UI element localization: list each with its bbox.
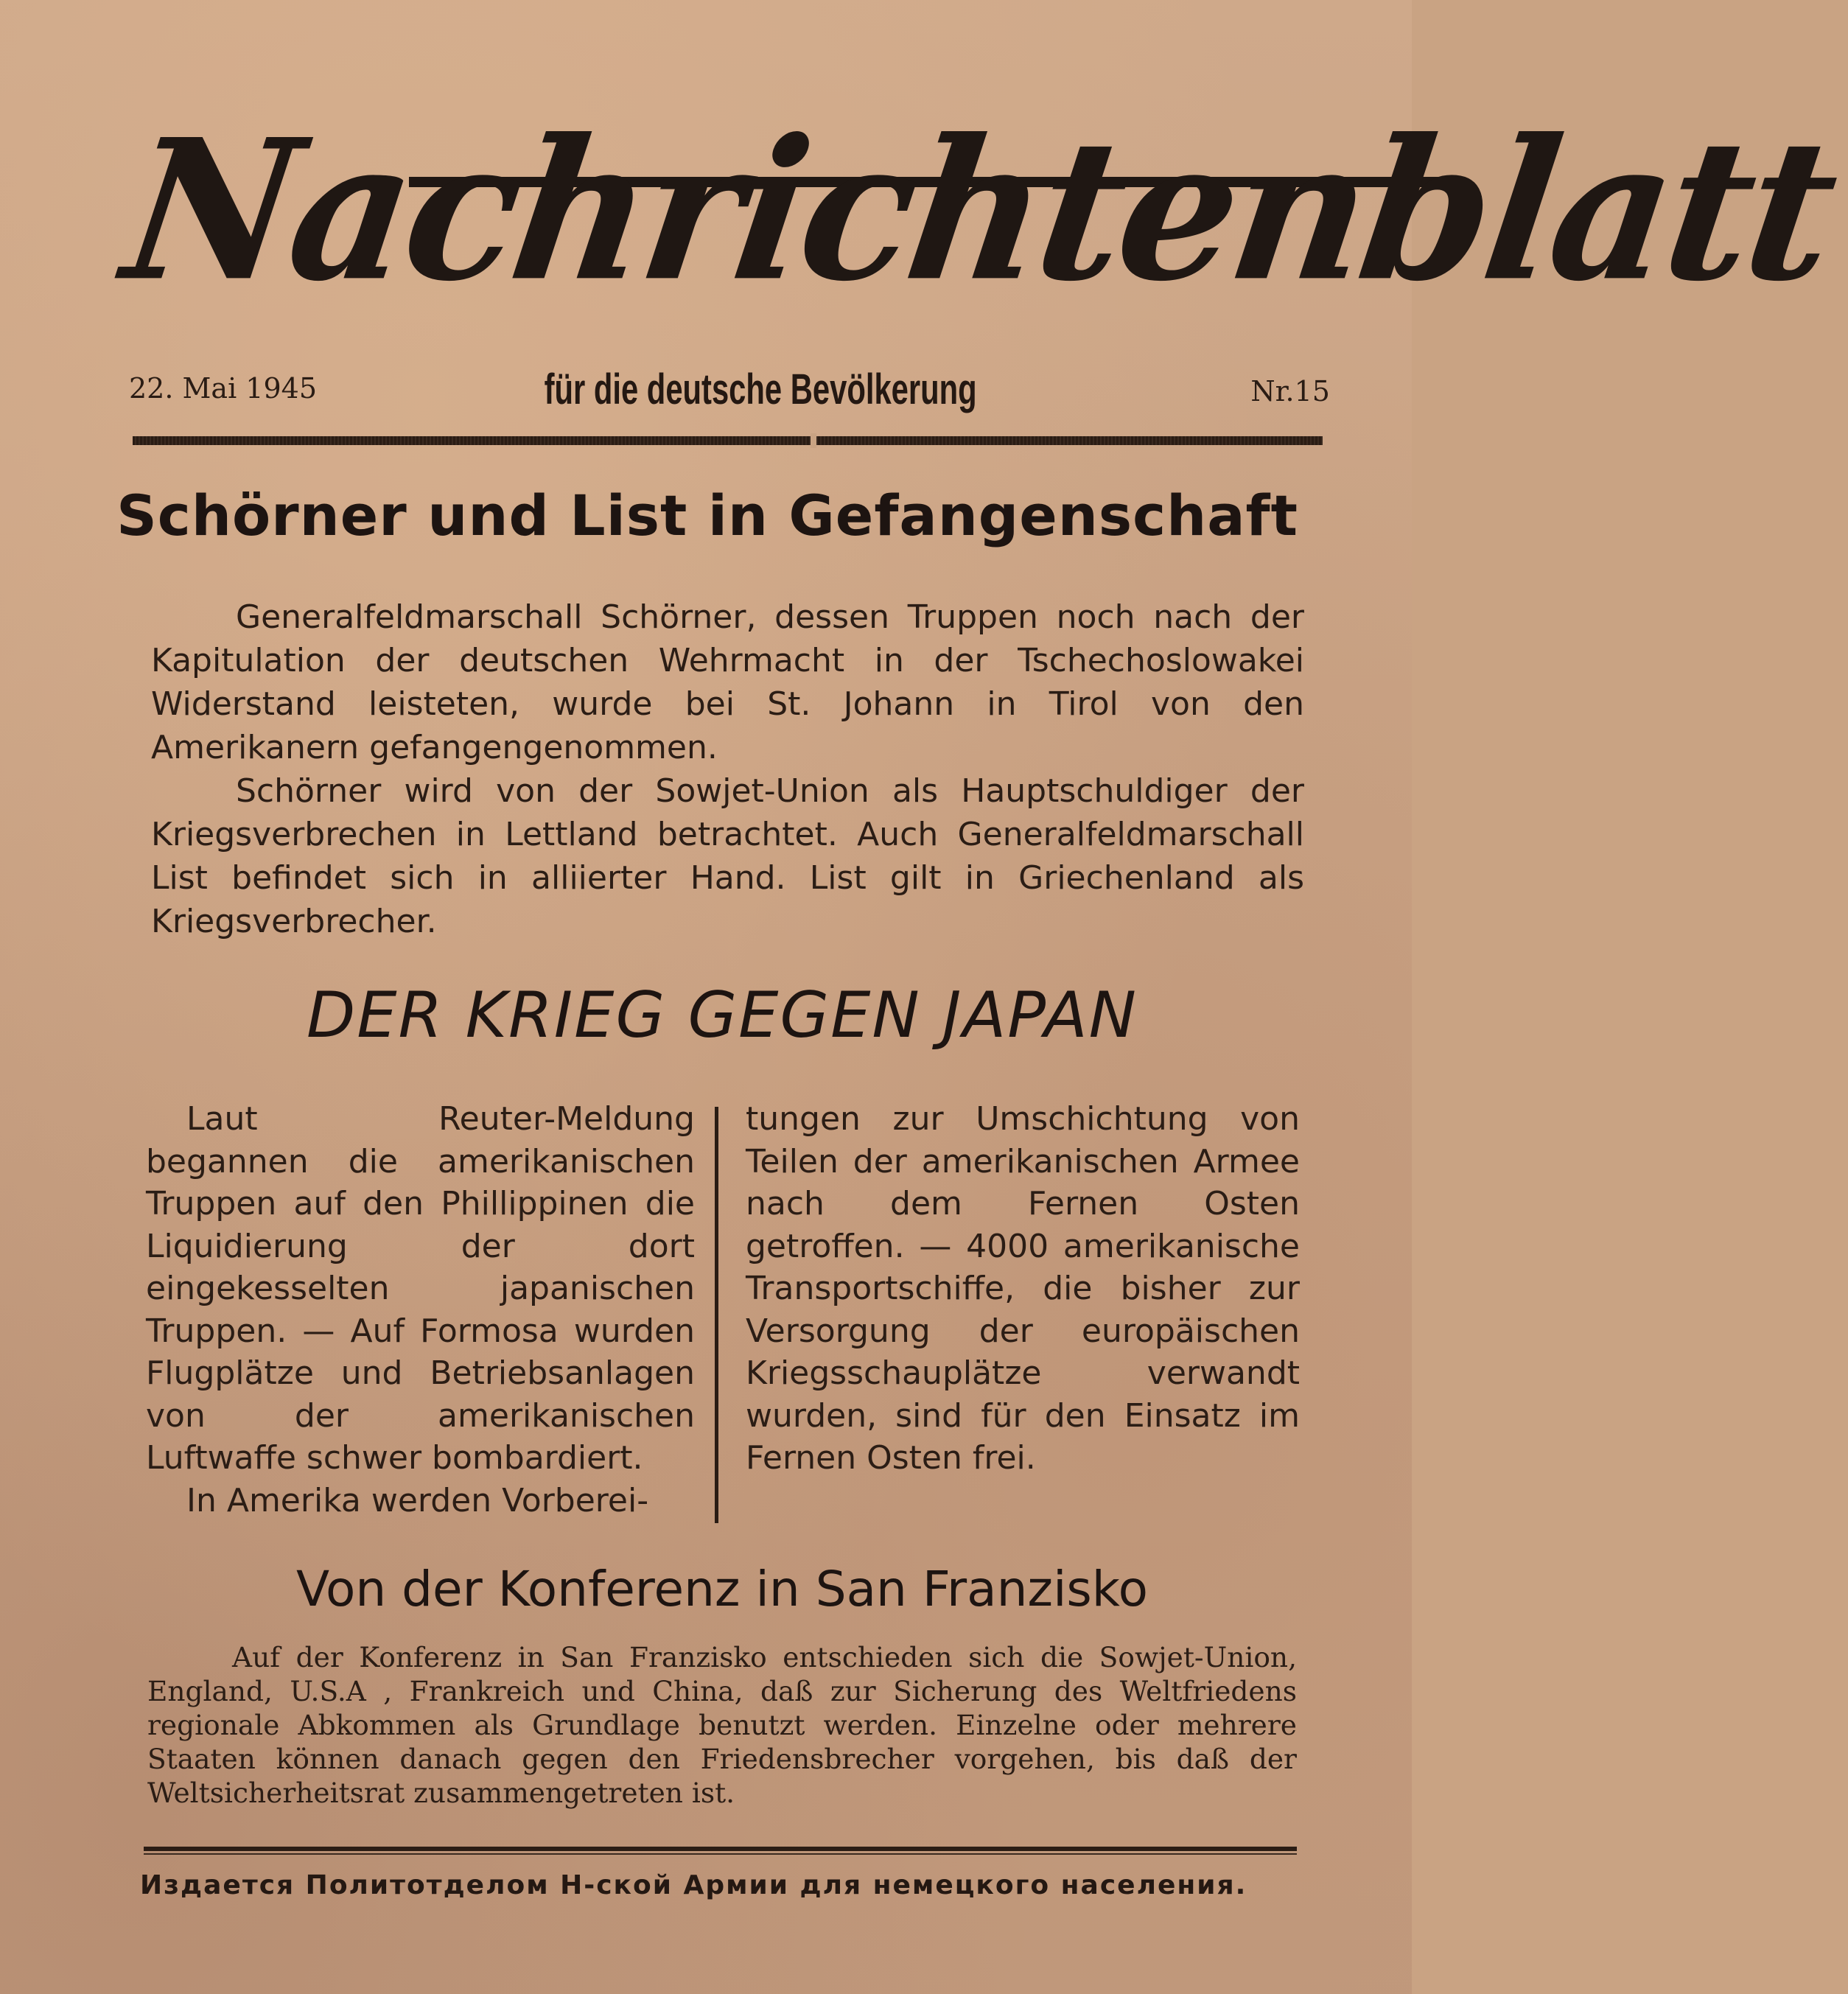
article3-headline: Von der Konferenz in San Franzisko <box>295 1561 1149 1617</box>
column-divider <box>715 1107 718 1523</box>
footer-divider <box>144 1847 1297 1851</box>
article2-left-column <box>146 1098 695 1522</box>
masthead-subtitle: für die deutsche Bevölkerung <box>544 365 977 413</box>
issue-date: 22. Mai 1945 <box>129 372 318 405</box>
article2-paragraph: Laut Reuter-Meldung begannen die amerikanischen Truppen auf den Phillippinen die Liquidierung der dort eingekesselten japanischen Truppen. — Auf Formosa wurden Flugplätze und Betriebsanlagen von der amerikanischen Luftwaffe schwer bombardiert. <box>146 1100 695 1477</box>
article2-paragraph: tungen zur Umschichtung von Teilen der amerikanischen Armee nach dem Fernen Osten getroffen. — 4000 amerikanische Transportschiffe, die bisher zur Versorgung der europäischen Kriegsschauplätze verwandt wurden, sind für den Einsatz im Fernen Osten frei. <box>746 1100 1300 1477</box>
article1-paragraph: Schörner wird von der Sowjet-Union als Hauptschuldiger der Kriegsverbrechen in Lettland betrachtet. Auch Generalfeldmarschall List befindet sich in alliierter Hand. List gilt in Griechenland als Kriegsverbrecher. <box>151 772 1304 940</box>
article1-paragraph: Generalfeldmarschall Schörner, dessen Truppen noch nach der Kapitulation der deutschen Wehrmacht in der Tschechoslowakei Widerstand leisteten, wurde bei St. Johann in Tirol von den Amerikanern gefangengenommen. <box>151 598 1304 766</box>
masthead-title: Nachrichtenblatt <box>113 96 1846 324</box>
footer-divider-thin <box>144 1853 1297 1855</box>
dateline <box>129 365 1330 416</box>
masthead <box>113 88 1846 332</box>
header-divider-gap <box>811 433 816 448</box>
article1-headline: Schörner und List in Gefangenschaft <box>116 483 1298 548</box>
article3-paragraph: Auf der Konferenz in San Franzisko entschieden sich die Sowjet-Union, England, U.S.A , Frankreich und China, daß zur Sicherung des Weltfriedens regionale Abkommen als Grundlage benutzt werden. Einzelne oder mehrere Staaten können danach gegen den Friedensbrecher vorgehen, bis daß der Weltsicherheitsrat zusammengetreten ist. <box>147 1641 1297 1809</box>
article2-headline: DER KRIEG GEGEN JAPAN <box>306 979 1138 1052</box>
article2-right-column <box>746 1098 1300 1480</box>
article3-body <box>147 1640 1297 1810</box>
issue-number: Nr.15 <box>1250 375 1330 407</box>
header-divider <box>133 436 1323 445</box>
imprint: Издается Политотделом Н-ской Армии для немецкого населения. <box>140 1870 1247 1900</box>
article2-paragraph: In Amerika werden Vorberei- <box>186 1481 649 1519</box>
article1-body <box>151 595 1304 943</box>
